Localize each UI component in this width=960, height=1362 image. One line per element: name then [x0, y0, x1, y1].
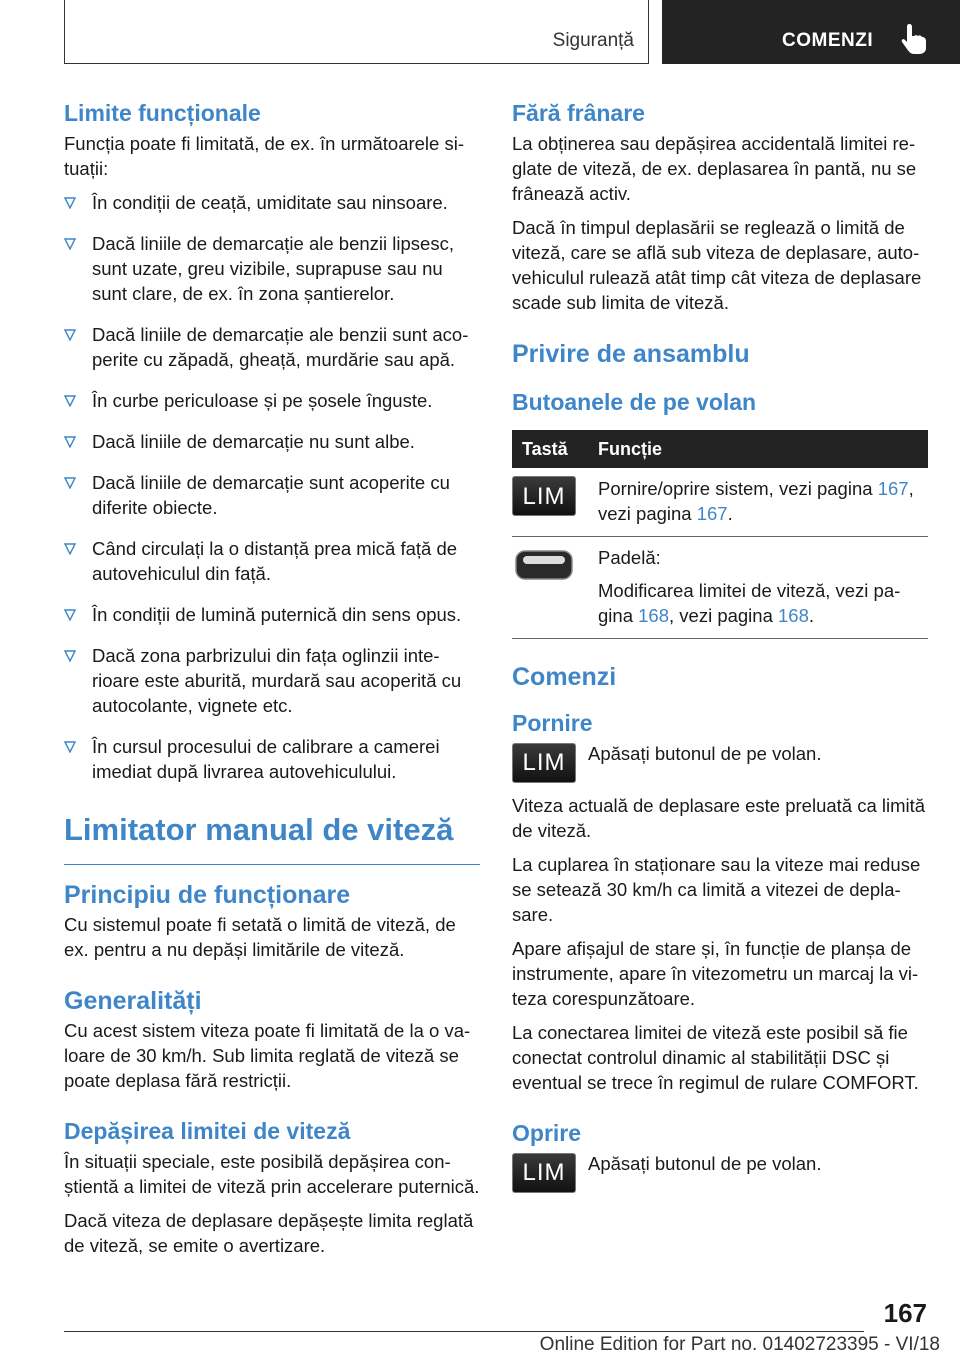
list-item: În curbe periculoase și pe șosele înguste.: [64, 388, 480, 413]
limits-list: [64, 190, 480, 784]
paddle-switch-icon: [512, 545, 576, 585]
table-row: [512, 537, 928, 639]
page-link[interactable]: 168: [638, 605, 669, 626]
start-heading: Pornire: [512, 710, 593, 736]
page-link[interactable]: 167: [877, 478, 909, 499]
no-brake-text-2: Dacă în timpul deplasării se reglează o limită de viteză, care se află sub viteza de deplasare, autovehiculul rulează atât timp cât viteza de deplasare scade sub limita de viteză.: [512, 217, 922, 313]
start-text-2: La cuplarea în staționare sau la viteze mai reduse se setează 30 km/h ca limită a vitezei de deplasare.: [512, 854, 921, 925]
triangle-bullet-icon: [64, 238, 76, 250]
triangle-bullet-icon: [64, 741, 76, 753]
left-column: [64, 100, 480, 1267]
section-title: Siguranță: [552, 30, 634, 51]
chapter-tab: [662, 0, 960, 64]
exceed-text-2: Dacă viteza de deplasare depășește limita reglată de viteză, se emite o avertizare.: [64, 1210, 474, 1256]
list-item: Dacă liniile de demarcație sunt acoperite cu diferite obiecte.: [64, 470, 480, 520]
start-instruction: LIM Apăsați butonul de pe volan.: [512, 741, 928, 783]
limits-intro: Funcția poate fi limitată, de ex. în următoarele situații:: [64, 133, 465, 179]
list-item: Când circulați la o distanță prea mică față de autovehiculul din față.: [64, 536, 480, 586]
start-text-3: Apare afișajul de stare și, în funcție de planșa de instrumente, apare în vitezometru un marcaj la viteza corespunzătoare.: [512, 938, 919, 1009]
start-text-4: La conectarea limitei de viteză este posibil să fie conectat controlul dinamic al stabilității DSC și eventual se trece în regimul de rulare COMFORT.: [512, 1022, 919, 1093]
principle-heading: Principiu de funcționare: [64, 881, 351, 909]
col-header-key: Tastă: [512, 430, 596, 468]
triangle-bullet-icon: [64, 543, 76, 555]
triangle-bullet-icon: [64, 197, 76, 209]
list-item: Dacă liniile de demarcație ale benzii lipsesc, sunt uzate, greu vizibile, suprapuse sau nu sunt clare, de ex. în zona șantierelor.: [64, 231, 480, 306]
function-cell: Padelă: Modificarea limitei de viteză, vezi pagina 168, vezi pagina 168.: [596, 537, 928, 639]
page-number: 167: [883, 1298, 927, 1328]
manual-limiter-heading: Limitator manual de viteză: [64, 812, 480, 865]
principle-text: Cu sistemul poate fi setată o limită de viteză, de ex. pentru a nu depăși limitările de viteză.: [64, 914, 456, 960]
general-heading: Generalități: [64, 987, 202, 1015]
triangle-bullet-icon: [64, 395, 76, 407]
no-brake-heading: Fără frânare: [512, 100, 645, 126]
footer-divider: [64, 1331, 864, 1332]
general-text: Cu acest sistem viteza poate fi limitată de la o valoare de 30 km/h. Sub limita reglată de viteză se poate deplasa fără restricții.: [64, 1020, 471, 1091]
triangle-bullet-icon: [64, 609, 76, 621]
list-item: Dacă liniile de demarcație ale benzii sunt acoperite cu zăpadă, gheață, murdărie sau apă.: [64, 322, 480, 372]
right-column: [512, 100, 928, 1203]
list-item: În condiții de lumină puternică din sens opus.: [64, 602, 480, 627]
function-cell: Pornire/oprire sistem, vezi pagina 167, vezi pagina 167.: [596, 468, 928, 537]
no-brake-text-1: La obținerea sau depășirea accidentală limitei reglate de viteză, de ex. deplasarea în pantă, nu se frânează activ.: [512, 133, 917, 204]
triangle-bullet-icon: [64, 650, 76, 662]
list-item: Dacă liniile de demarcație nu sunt albe.: [64, 429, 480, 454]
list-item: Dacă zona parbrizului din fața oglinzii interioare este aburită, murdară sau acoperită cu autocolante, vignete etc.: [64, 643, 480, 718]
stop-instruction: LIM Apăsați butonul de pe volan.: [512, 1151, 928, 1193]
list-item: În condiții de ceață, umiditate sau ninsoare.: [64, 190, 480, 215]
page-link[interactable]: 168: [778, 605, 809, 626]
col-header-function: Funcție: [596, 430, 928, 468]
wheel-buttons-heading: Butoanele de pe volan: [512, 389, 757, 415]
header-section-box: [64, 0, 649, 64]
table-row: [512, 468, 928, 537]
edition-footer: Online Edition for Part no. 01402723395 - VI/18: [539, 1334, 940, 1355]
exceed-heading: Depășirea limitei de viteză: [64, 1118, 351, 1144]
triangle-bullet-icon: [64, 329, 76, 341]
limits-heading: Limite funcționale: [64, 100, 261, 126]
pointing-hand-icon: [900, 22, 928, 56]
chapter-tab-label: COMENZI: [782, 30, 874, 51]
start-text-1: Viteza actuală de deplasare este preluată ca limită de viteză.: [512, 795, 926, 841]
exceed-text-1: În situații speciale, este posibilă depășirea conștientă a limitei de viteză prin accelerare puternică.: [64, 1151, 480, 1197]
triangle-bullet-icon: [64, 436, 76, 448]
wheel-buttons-table: [512, 430, 928, 639]
lim-button-icon: LIM: [512, 476, 576, 516]
page-link[interactable]: 167: [696, 503, 728, 524]
list-item: În cursul procesului de calibrare a camerei imediat după livrarea autovehiculului.: [64, 734, 480, 784]
controls-heading: Comenzi: [512, 663, 617, 691]
lim-button-icon: LIM: [512, 743, 576, 783]
overview-heading: Privire de ansamblu: [512, 340, 750, 368]
stop-heading: Oprire: [512, 1120, 582, 1146]
lim-button-icon: LIM: [512, 1153, 576, 1193]
triangle-bullet-icon: [64, 477, 76, 489]
